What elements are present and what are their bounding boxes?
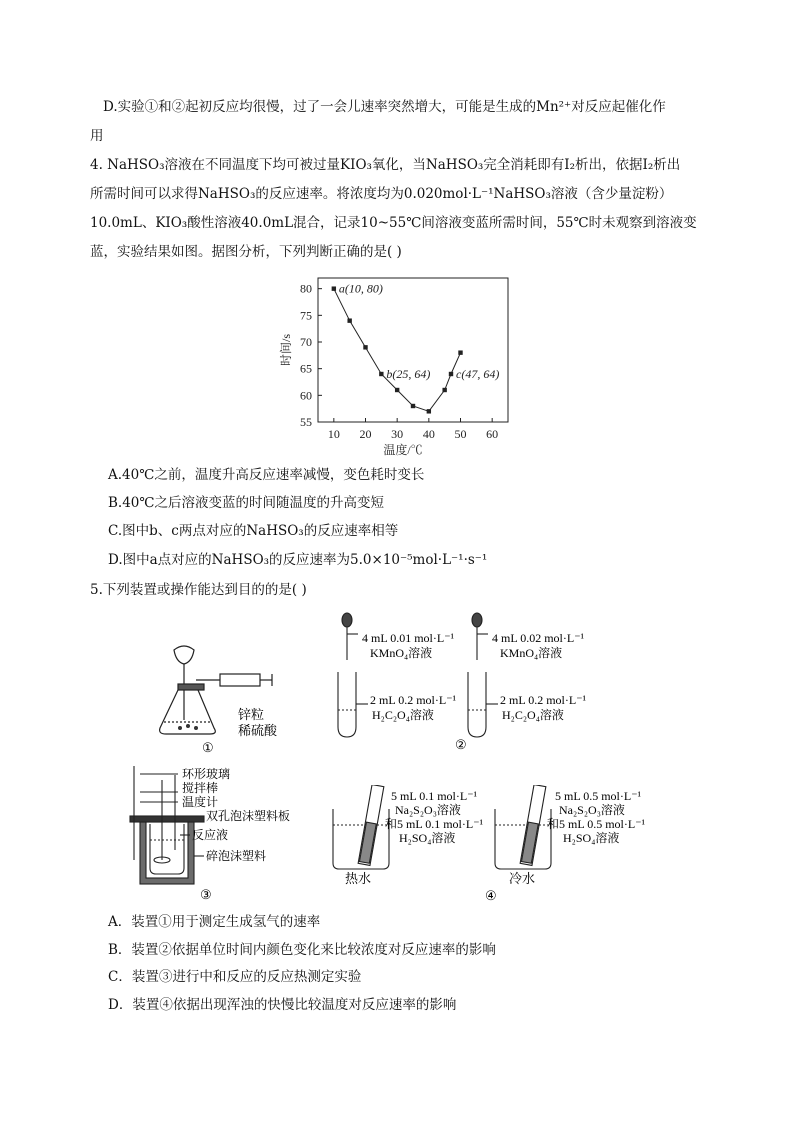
app3-thermometer: 温度计 — [182, 795, 219, 809]
data-point — [442, 388, 446, 392]
data-point — [395, 388, 399, 392]
app3-stirrer-2: 搅拌棒 — [182, 781, 219, 795]
app4-cold-water: 冷水 — [509, 872, 536, 887]
test-tube-left-icon — [338, 672, 356, 737]
app3-number: ③ — [200, 887, 212, 902]
app2-left-top-2: KMnO₄溶液 — [370, 646, 433, 660]
q4-option-c: C.图中b、c两点对应的NaHSO₃的反应速率相等 — [108, 523, 399, 539]
app3-liquid: 反应液 — [192, 828, 229, 842]
apparatus-4 — [325, 785, 665, 905]
dropper-bulb-right-icon — [472, 613, 482, 627]
app4-right-3: 和5 mL 0.5 mol·L⁻¹ — [547, 817, 646, 831]
q4-stem-line3: 10.0mL、KIO₃酸性溶液40.0mL混合，记录10~55℃间溶液变蓝所需时间，55℃时未观察到溶液变 — [90, 215, 697, 231]
data-point — [347, 318, 351, 322]
app3-foam: 碎泡沫塑料 — [206, 849, 267, 863]
app3-stirrer-1: 环形玻璃 — [182, 767, 231, 781]
app2-right-top-1: 4 mL 0.02 mol·L⁻¹ — [492, 631, 585, 645]
syringe-icon — [220, 674, 260, 686]
dropper-bulb-left-icon — [342, 613, 352, 627]
q5-option-c: C．装置③进行中和反应的反应热测定实验 — [108, 969, 362, 985]
apparatus-1 — [150, 640, 300, 755]
app3-board: 双孔泡沫塑料板 — [206, 809, 291, 823]
funnel-bulb-icon — [174, 646, 194, 664]
x-tick-label: 40 — [422, 427, 435, 441]
app1-zinc-label: 锌粒 — [238, 708, 265, 723]
q3-option-d-line1: D.实验①和②起初反应均很慢，过了一会儿速率突然增大，可能是生成的Mn²⁺对反应起催化作 — [103, 99, 666, 115]
q5-option-d: D．装置④依据出现浑浊的快慢比较温度对反应速率的影响 — [108, 997, 457, 1013]
y-tick-label: 55 — [300, 415, 312, 429]
app2-left-bottom-2: H₂C₂O₄溶液 — [372, 708, 434, 722]
app2-right-bottom-2: H₂C₂O₄溶液 — [502, 708, 564, 722]
apparatus-2 — [330, 612, 600, 755]
x-tick-label: 30 — [391, 427, 404, 441]
x-tick-label: 20 — [359, 427, 372, 441]
x-tick-label: 60 — [486, 427, 499, 441]
q4-stem-line2: 所需时间可以求得NaHSO₃的反应速率。将浓度均为0.020mol·L⁻¹NaHSO₃溶液（含少量淀粉） — [90, 186, 673, 202]
data-point — [379, 372, 383, 376]
app4-number: ④ — [485, 888, 497, 903]
test-tube-right-icon — [468, 672, 486, 737]
y-tick-label: 75 — [300, 308, 312, 323]
data-point — [458, 350, 462, 354]
q4-option-d: D.图中a点对应的NaHSO₃的反应速率为5.0×10⁻⁵mol·L⁻¹·s⁻¹ — [108, 552, 488, 568]
app4-hot-water: 热水 — [345, 872, 372, 887]
app1-number: ① — [202, 740, 214, 755]
point-annotation: c(47, 64) — [456, 367, 500, 381]
app1-acid-label: 稀硫酸 — [238, 724, 278, 739]
x-tick-label: 50 — [454, 427, 467, 441]
q5-option-a: A．装置①用于测定生成氢气的速率 — [108, 914, 321, 930]
app4-left-2: Na₂S₂O₃溶液 — [395, 803, 461, 817]
app4-left-3: 和5 mL 0.1 mol·L⁻¹ — [385, 817, 484, 831]
app2-left-bottom-1: 2 mL 0.2 mol·L⁻¹ — [370, 693, 457, 707]
q4-stem-line4: 蓝，实验结果如图。据图分析，下列判断正确的是( ) — [90, 244, 402, 260]
x-tick-label: 10 — [327, 427, 340, 441]
app4-left-4: H₂SO₄溶液 — [399, 831, 456, 845]
app4-right-4: H₂SO₄溶液 — [563, 831, 620, 845]
q5-stem: 5.下列装置或操作能达到目的的是( ) — [90, 582, 307, 598]
y-tick-label: 80 — [300, 281, 312, 296]
data-point — [427, 409, 431, 413]
data-point — [363, 345, 367, 349]
series-line — [334, 289, 461, 412]
x-axis-label: 温度/℃ — [383, 443, 423, 457]
data-point — [411, 404, 415, 408]
q5-option-b: B．装置②依据单位时间内颜色变化来比较浓度对反应速率的影响 — [108, 942, 496, 958]
q4-option-a: A.40℃之前，温度升高反应速率减慢，变色耗时变长 — [108, 467, 425, 483]
app2-number: ② — [455, 737, 467, 752]
y-axis-label: 时间/s — [279, 333, 293, 367]
app2-right-top-2: KMnO₄溶液 — [500, 646, 563, 660]
app4-right-1: 5 mL 0.5 mol·L⁻¹ — [555, 789, 642, 803]
app2-right-bottom-1: 2 mL 0.2 mol·L⁻¹ — [500, 693, 587, 707]
app2-left-top-1: 4 mL 0.01 mol·L⁻¹ — [362, 631, 455, 645]
y-tick-label: 60 — [300, 388, 312, 403]
app4-left-1: 5 mL 0.1 mol·L⁻¹ — [391, 789, 478, 803]
foam-board-icon — [130, 816, 204, 822]
q3-option-d-line2: 用 — [90, 128, 104, 144]
apparatus-3 — [120, 760, 310, 905]
y-tick-label: 70 — [300, 335, 312, 349]
q4-stem-line1: 4. NaHSO₃溶液在不同温度下均可被过量KIO₃氧化，当NaHSO₃完全消耗即有I₂析出，依据I₂析出 — [90, 157, 681, 173]
point-annotation: b(25, 64) — [386, 367, 431, 381]
data-point — [332, 286, 336, 290]
q4-option-b: B.40℃之后溶液变蓝的时间随温度的升高变短 — [108, 495, 384, 511]
data-point — [449, 372, 453, 376]
point-annotation: a(10, 80) — [338, 281, 383, 296]
plot-frame — [318, 278, 508, 422]
y-tick-label: 65 — [300, 361, 312, 376]
temperature-time-chart — [270, 272, 520, 460]
app4-right-2: Na₂S₂O₃溶液 — [559, 803, 625, 817]
